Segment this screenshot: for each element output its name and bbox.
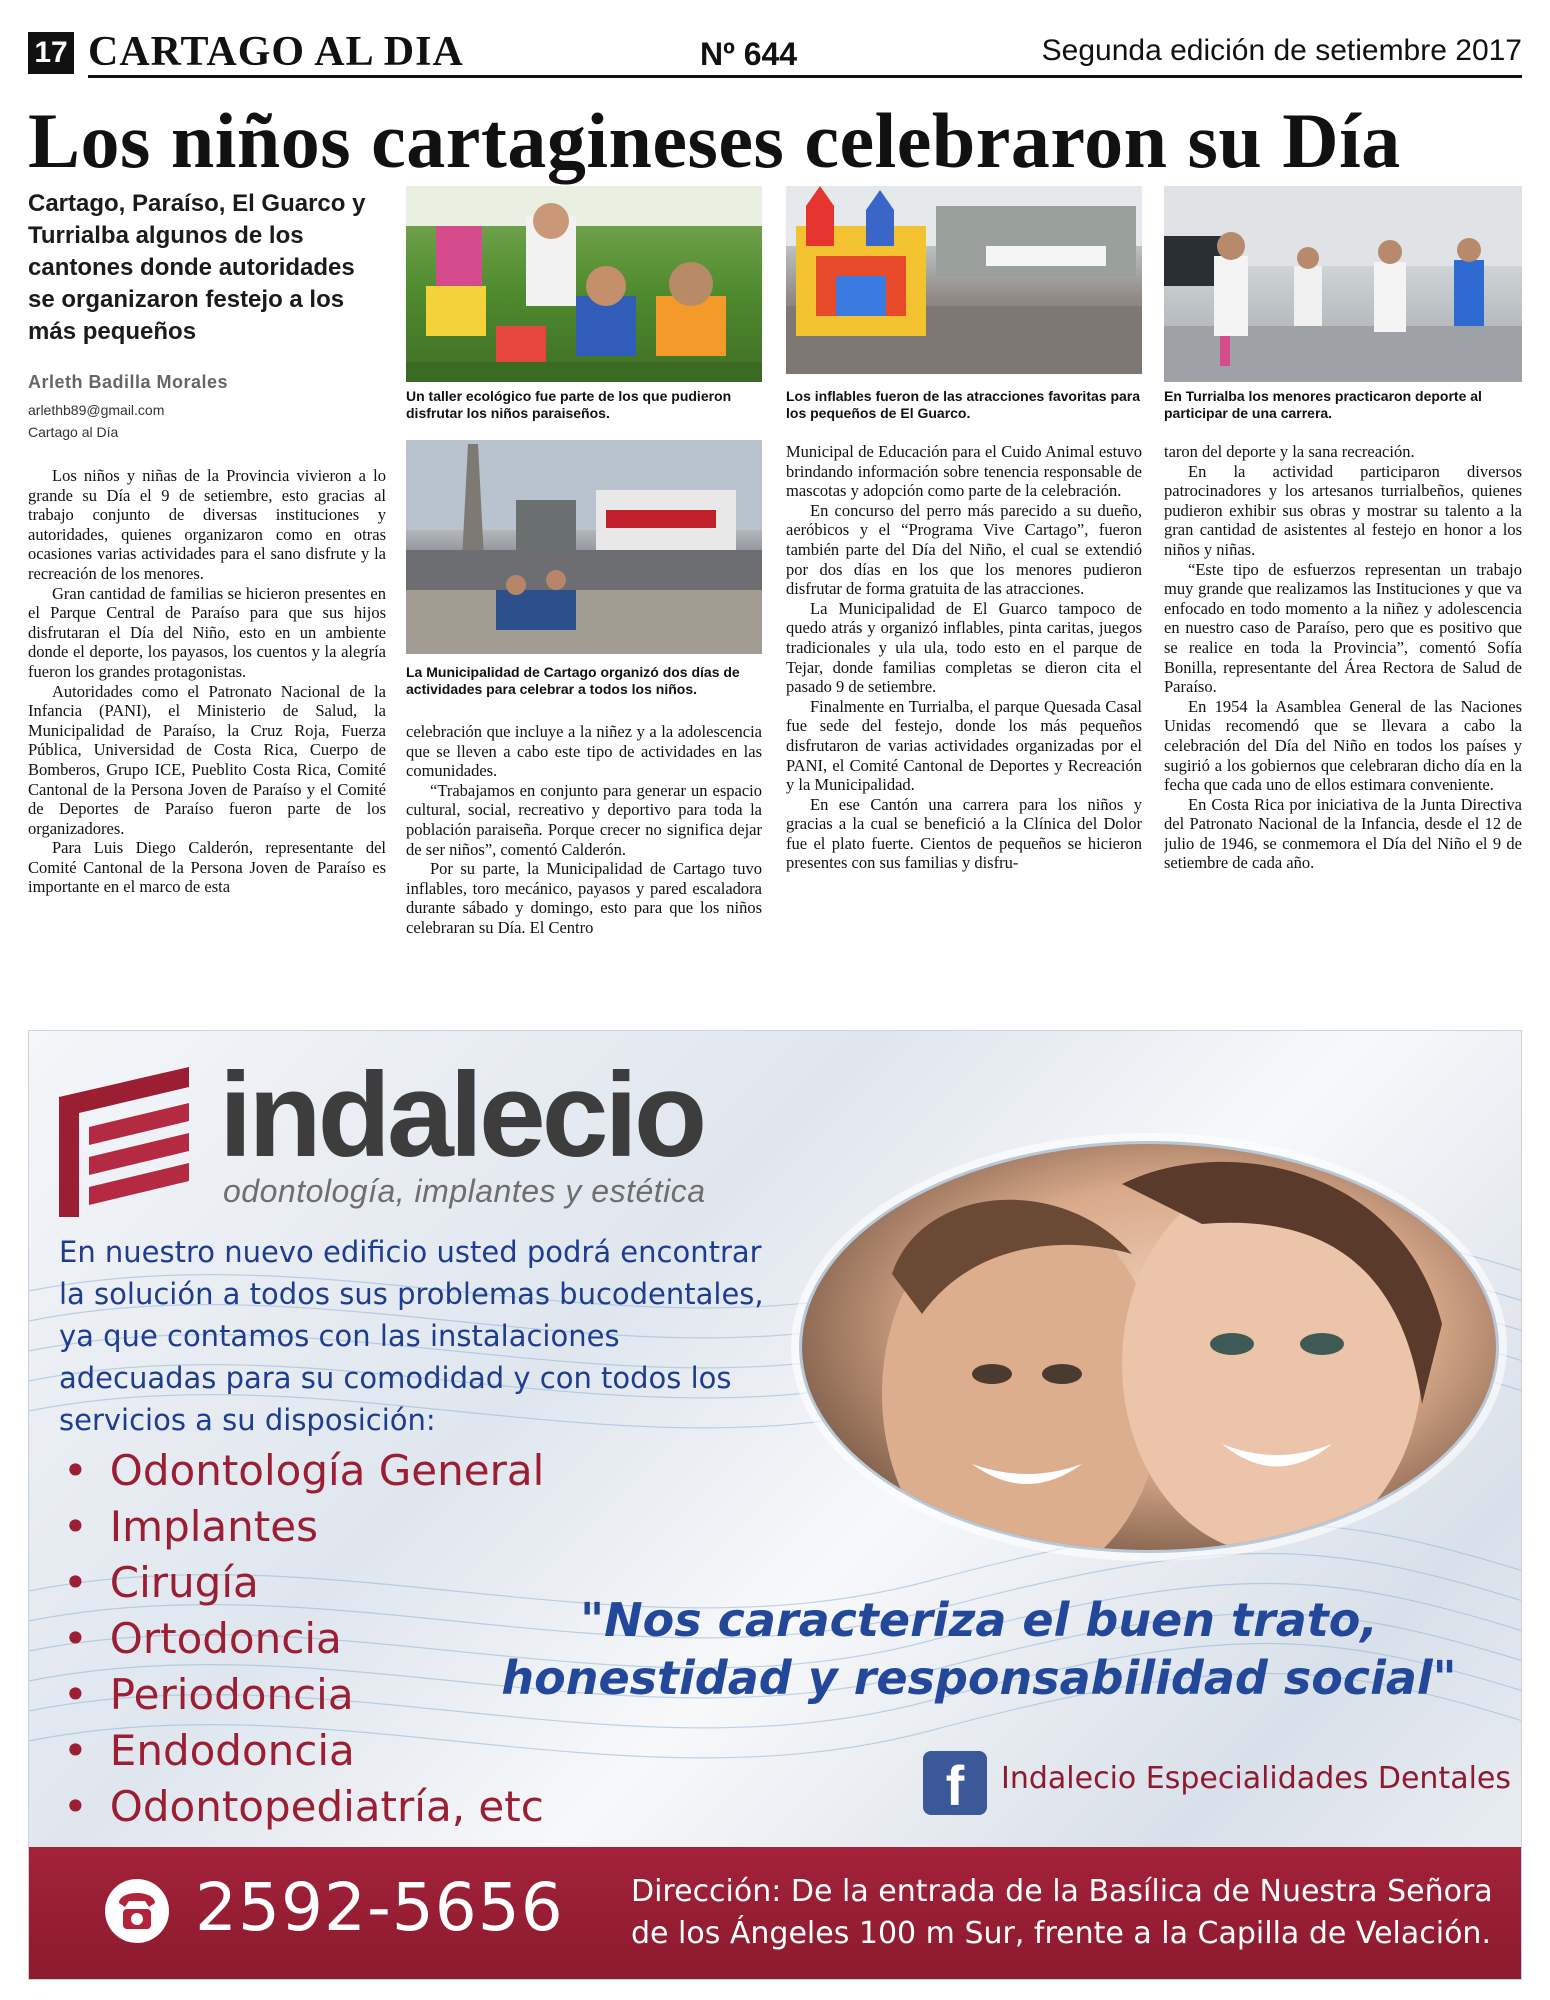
list-item: • Ortodoncia	[63, 1611, 544, 1667]
byline-email: arlethb89@gmail.com	[28, 402, 165, 418]
paragraph: Por su parte, la Municipalidad de Cartago tuvo inflables, toro mecánico, payasos y pared escaladora durante sábado y domingo, esto para que los niños celebraran su Día. El Centro	[406, 859, 762, 937]
paragraph: Municipal de Educación para el Cuido Animal estuvo brindando información sobre tenencia responsable de mascotas y adopción como parte de la celebración.	[786, 442, 1142, 501]
list-item: • Odontopediatría, etc	[63, 1779, 544, 1835]
facebook-icon: f	[923, 1751, 987, 1815]
paragraph: La Municipalidad de El Guarco tampoco de quedo atrás y organizó inflables, pinta caritas, juegos tradicionales y ula ula, todo esto en el parque de Tejar, donde familias completas se dieron cita el pasado 9 de setiembre.	[786, 598, 1142, 697]
telephone-icon	[105, 1879, 169, 1943]
address-line-1: Dirección: De la entrada de la Basílica de Nuestra Señora	[631, 1874, 1493, 1909]
masthead	[28, 28, 1522, 80]
article-headline: Los niños cartagineses celebraron su Día	[28, 97, 1401, 184]
address-line-2: de los Ángeles 100 m Sur, frente a la Capilla de Velación.	[631, 1916, 1491, 1951]
paragraph: taron del deporte y la sana recreación.	[1164, 442, 1415, 461]
byline-source: Cartago al Día	[28, 424, 119, 440]
dental-advertisement	[28, 1030, 1522, 1980]
publication-logo: CARTAGO AL DIA	[88, 29, 464, 75]
cartago-park-activities-photo	[406, 440, 762, 654]
address	[631, 1871, 1501, 1955]
paragraph: Finalmente en Turrialba, el parque Quesada Casal fue sede del festejo, donde los más pequeños disfrutaron de varias actividades organizadas por el PANI, el Comité Cantonal de Deportes y Recreación y la Municipalidad.	[786, 696, 1142, 795]
indalecio-logo-icon	[59, 1067, 209, 1217]
ad-slogan-line-2: honestidad y responsabilidad social"	[501, 1651, 1457, 1705]
ad-service-list	[63, 1443, 544, 1835]
ad-contact-bar	[29, 1847, 1521, 1979]
article-column-1	[28, 466, 386, 1016]
photo-caption: En Turrialba los menores practicaron deporte al participar de una carrera.	[1164, 388, 1482, 421]
paragraph: En 1954 la Asamblea General de las Naciones Unidas recomendó que se llevara a cabo la celebración del Día del Niño en todos los países y sugirió a los gobiernos que celebraran dicho día en la fecha que cada uno de ellos estimara conveniente.	[1164, 696, 1522, 795]
paragraph: En ese Cantón una carrera para los niños y gracias a la cual se benefició a la Clínica del Dolor fue el plato fuerte. Cientos de pequeños se hicieron presentes con sus familias y disfru-	[786, 794, 1142, 873]
list-item: • Periodoncia	[63, 1667, 544, 1723]
paragraph: “Trabajamos en conjunto para generar un espacio cultural, social, recreativo y deportivo para toda la población paraiseña. Porque crecer no significa dejar de ser niños”, comentó Calderón.	[406, 780, 762, 859]
edition-date: Segunda edición de setiembre 2017	[1041, 34, 1522, 67]
children-ecology-workshop-photo	[406, 186, 762, 382]
paragraph: Autoridades como el Patronato Nacional de la Infancia (PANI), el Ministerio de Salud, la Municipalidad de Paraíso, la Cruz Roja, Fuerza Pública, Universidad de Costa Rica, Cuerpo de Bomberos, Grupo ICE, Pueblito Costa Rica, Comité Cantonal de la Persona Joven de Paraíso y el Comité de Deportes de Paraíso fueron parte de los organizadores.	[28, 681, 386, 838]
facebook-page-label: Indalecio Especialidades Dentales	[1001, 1761, 1511, 1796]
issue-number: Nº 644	[700, 36, 798, 72]
photo-caption: Un taller ecológico fue parte de los que pudieron disfrutar los niños paraiseños.	[406, 388, 732, 421]
list-item: • Odontología General	[63, 1443, 544, 1499]
ad-slogan-line-1: "Nos caracteriza el buen trato,	[580, 1593, 1378, 1647]
paragraph: Los niños y niñas de la Provincia vivieron a lo grande su Día el 9 de setiembre, esto gracias al trabajo conjunto de diversas instituciones y autoridades, quienes organizaron como en otras ocasiones varias actividades para el sano disfrute y la recreación de los menores.	[28, 466, 386, 583]
photo-caption: Los inflables fueron de las atracciones favoritas para los pequeños de El Guarco.	[786, 388, 1141, 421]
paragraph: En Costa Rica por iniciativa de la Junta Directiva del Patronato Nacional de la Infancia, desde el 12 de julio de 1946, se conmemora el Día del Niño el 9 de setiembre de cada año.	[1164, 794, 1522, 873]
article-subhead: Cartago, Paraíso, El Guarco y Turrialba algunos de los cantones donde autoridades se organizaron festejo a los más pequeños	[28, 190, 366, 345]
masthead-rule	[88, 75, 1522, 78]
children-race-photo	[1164, 186, 1522, 382]
photo-caption: La Municipalidad de Cartago organizó dos días de actividades para celebrar a todos los niños.	[406, 664, 740, 697]
paragraph: “Este tipo de esfuerzos representan un trabajo muy grande que realizamos las Instituciones y que va enfocado en todo momento a la niñez y adolescencia en nuestro caso de Paraíso, pero que es positivo que se realice en toda la Provincia”, comentó Sofía Bonilla, representante del Área Rectora de Salud de Paraíso.	[1164, 559, 1522, 697]
ad-brand-name: indalecio	[219, 1048, 704, 1182]
paragraph: En la actividad participaron diversos patrocinadores y los artesanos turrialbeños, quienes pudieron exhibir sus obras y mostrar su talento a la gran cantidad de asistentes al festejo en honor a los niños y niñas.	[1164, 461, 1522, 559]
page-number: 17	[28, 32, 74, 74]
ad-body-text: En nuestro nuevo edificio usted podrá encontrar la solución a todos sus problemas bucodentales, ya que contamos con las instalaciones adecuadas para su comodidad y con todos los servicios a su disposición:	[59, 1235, 764, 1437]
article-column-2	[406, 722, 762, 1016]
article-column-3	[786, 442, 1142, 1016]
inflatables-plaza-photo	[786, 186, 1142, 374]
article-column-4	[1164, 442, 1522, 1016]
byline-author: Arleth Badilla Morales	[28, 372, 229, 392]
paragraph: celebración que incluye a la niñez y a la adolescencia que se lleven a cabo este tipo de actividades en las comunidades.	[406, 722, 762, 781]
ad-brand-tagline: odontología, implantes y estética	[223, 1173, 706, 1209]
ad-slogan	[479, 1591, 1479, 1707]
list-item: • Cirugía	[63, 1555, 544, 1611]
phone-number: 2592-5656	[195, 1869, 564, 1946]
list-item: • Implantes	[63, 1499, 544, 1555]
paragraph: En concurso del perro más parecido a su dueño, aeróbicos y el “Programa Vive Cartago”, fueron también parte del Día del Niño, el cual se extendió por dos días en los que los menores pudieron disfrutar de forma gratuita de las atracciones.	[786, 500, 1142, 599]
paragraph: Gran cantidad de familias se hicieron presentes en el Parque Central de Paraíso para que sus hijos disfrutaran el Día del Niño, esto en un ambiente donde el deporte, los payasos, los cuentos y la alegría fueron los grandes protagonistas.	[28, 583, 386, 681]
paragraph: Para Luis Diego Calderón, representante del Comité Cantonal de la Persona Joven de Paraíso es importante en el marco de esta	[28, 838, 386, 897]
couple-smiling-photo	[799, 1141, 1499, 1553]
list-item: • Endodoncia	[63, 1723, 544, 1779]
